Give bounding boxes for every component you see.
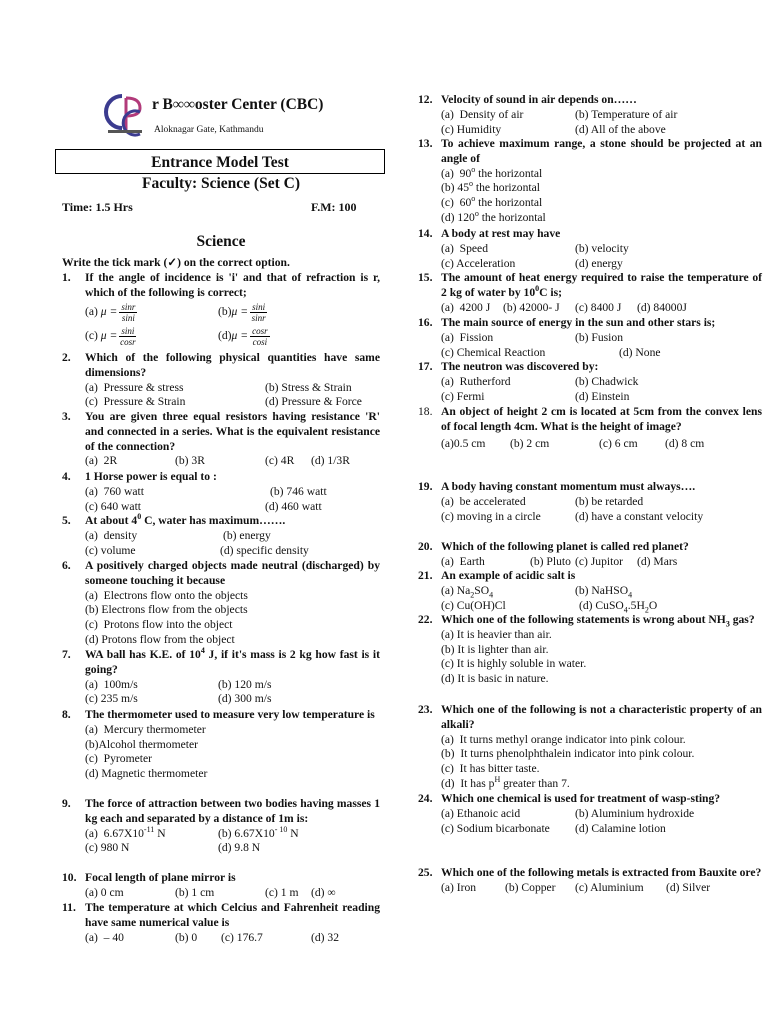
option-b[interactable]: (b) Aluminium hydroxide bbox=[575, 806, 695, 820]
option-b[interactable]: (b) 45$^o$ the horizontal bbox=[441, 179, 540, 195]
option-a[interactable]: (a)0.5 cm bbox=[441, 436, 486, 450]
option-b[interactable]: (b) 42000- J bbox=[503, 300, 560, 314]
option-d[interactable]: (d) It has $p^H$ greater than 7. bbox=[441, 775, 570, 790]
option-c[interactable]: (c) μ = $\frac{\sin i}{\cos r}$ bbox=[85, 326, 136, 348]
question-8: 8. The thermometer used to measure very low temperature is (a) Mercury thermometer (b)Alcohol thermometer (c) Pyrometer (d) Magnetic thermometer bbox=[62, 708, 380, 782]
option-c[interactable]: (c) Aluminium bbox=[575, 880, 644, 894]
option-a[interactable]: (a) 760 watt bbox=[85, 484, 144, 498]
option-b[interactable]: (b) It is lighter than air. bbox=[441, 642, 549, 656]
option-a[interactable]: (a) μ = $\frac{\sin r}{\sin i}$ bbox=[85, 302, 136, 324]
option-b[interactable]: (b) Copper bbox=[505, 880, 556, 894]
question-10: 10. Focal length of plane mirror is (a) 0 cm (b) 1 cm (c) 1 m (d) ∞ bbox=[62, 871, 336, 899]
option-b[interactable]: (b) 746 watt bbox=[270, 484, 327, 498]
option-a[interactable]: (a) 90$^o$ the horizontal bbox=[441, 164, 543, 180]
option-b[interactable]: (b) Stress & Strain bbox=[265, 380, 352, 394]
option-a[interactable]: (a) Speed bbox=[441, 241, 488, 255]
option-d[interactable]: (d) 32 bbox=[311, 930, 340, 944]
option-a[interactable]: (a) Electrons flow onto the objects bbox=[85, 588, 248, 602]
center-name: r B∞∞oster Center (CBC) bbox=[152, 96, 324, 113]
option-a[interactable]: (a) 100m/s bbox=[85, 677, 138, 691]
option-c[interactable]: (c) Pressure & Strain bbox=[85, 395, 186, 409]
center-header bbox=[100, 92, 390, 138]
option-a[interactable]: (a) It turns methyl orange indicator into pink colour. bbox=[441, 732, 686, 746]
option-c[interactable]: (c) Fermi bbox=[441, 389, 485, 403]
question-5: 5. At about $4^0$ C, water has maximum……. (a) density (b) energy (c) volume (d) specific density bbox=[62, 514, 380, 558]
option-d[interactable]: (d) Pressure & Force bbox=[265, 395, 362, 409]
option-b[interactable]: (b)μ = $\frac{\sin i}{\sin r}$ bbox=[218, 302, 266, 324]
option-b[interactable]: (b) 0 bbox=[175, 930, 198, 944]
option-a[interactable]: (a) 4200 J bbox=[441, 300, 491, 314]
option-a[interactable]: (a) It is heavier than air. bbox=[441, 627, 552, 641]
option-d[interactable]: (d) 84000J bbox=[637, 300, 687, 314]
option-c[interactable]: (c) 980 N bbox=[85, 841, 130, 855]
question-1: 1. If the angle of incidence is 'i' and that of refraction is r, which of the following is correct; (a) μ = $\frac{\sin r}{\sin i}$ (b)μ = $\frac{\sin i}{\sin r}$ (c) μ = $\frac{\sin i}{\cos r}$ (d)μ = $\frac{\cos r}{\cos i}$ bbox=[62, 271, 380, 348]
option-b[interactable]: (b) $6.67X10^{- 10}$ N bbox=[218, 824, 299, 840]
option-b[interactable]: (b) energy bbox=[223, 528, 271, 542]
option-d[interactable]: (d) $CuSO_4.5H_2O$ bbox=[579, 598, 658, 614]
full-marks-label: F.M: 100 bbox=[311, 200, 357, 214]
option-c[interactable]: (c) 176.7 bbox=[221, 930, 263, 944]
option-b[interactable]: (b) Chadwick bbox=[575, 374, 639, 388]
center-address: Aloknagar Gate, Kathmandu bbox=[154, 125, 264, 135]
option-c[interactable]: (c) Humidity bbox=[441, 122, 502, 136]
question-4: 4. 1 Horse power is equal to : (a) 760 watt (b) 746 watt (c) 640 watt (d) 460 watt bbox=[62, 470, 380, 514]
question-16: 16. The main source of energy in the sun and other stars is; (a) Fission (b) Fusion (c) Chemical Reaction (d) None bbox=[418, 316, 762, 360]
option-c[interactable]: (c) It is highly soluble in water. bbox=[441, 657, 587, 671]
question-17: 17. The neutron was discovered by: (a) Rutherford (b) Chadwick (c) Fermi (d) Einstein bbox=[418, 360, 762, 404]
option-a[interactable]: (a) be accelerated bbox=[441, 494, 526, 508]
option-c[interactable]: (c) 6 cm bbox=[599, 436, 638, 450]
option-d[interactable]: (d)μ = $\frac{\cos r}{\cos i}$ bbox=[218, 326, 268, 348]
option-d[interactable]: (d) Calamine lotion bbox=[575, 821, 666, 835]
question-7: 7. WA ball has K.E. of $10^4$ J, if it's mass is 2 kg how fast is it going? (a) 100m/s (b) 120 m/s (c) 235 m/s (d) 300 m/s bbox=[62, 646, 380, 706]
option-b[interactable]: (b) 2 cm bbox=[510, 436, 550, 450]
option-a[interactable]: (a) $Na_2SO_4$ bbox=[441, 583, 494, 600]
option-a[interactable]: (a) Pressure & stress bbox=[85, 380, 184, 394]
option-c[interactable]: (c) 60$^o$ the horizontal bbox=[441, 194, 543, 210]
option-c[interactable]: (c) Acceleration bbox=[441, 256, 516, 270]
option-b[interactable]: (b) 1 cm bbox=[175, 885, 215, 899]
option-d[interactable]: (d) Magnetic thermometer bbox=[85, 767, 208, 781]
option-c[interactable]: (c) 1 m bbox=[265, 885, 299, 899]
option-c[interactable]: (c) It has bitter taste. bbox=[441, 762, 540, 776]
question-24: 24. Which one chemical is used for treatment of wasp-sting? (a) Ethanoic acid (b) Aluminium hydroxide (c) Sodium bicarbonate (d) Calamine lotion bbox=[418, 792, 762, 836]
option-d[interactable]: (d) ∞ bbox=[311, 885, 336, 899]
test-title: Entrance Model Test bbox=[55, 149, 385, 174]
option-d[interactable]: (d) 9.8 N bbox=[218, 841, 261, 855]
question-6: 6. A positively charged objects made neutral (discharged) by someone touching it because (a) Electrons flow onto the objects (b) Electrons flow from the objects (c) Protons flow into the object (d) Protons flow from the object bbox=[62, 559, 380, 646]
question-3: 3. You are given three equal resistors having resistance 'R' and connected in a series. What is the equivalent resistance of the connection? (a) 2R (b) 3R (c) 4R (d) 1/3R bbox=[62, 410, 380, 468]
option-a[interactable]: (a) Density of air bbox=[441, 107, 524, 121]
option-a[interactable]: (a) Iron bbox=[441, 880, 477, 894]
option-b[interactable]: (b) velocity bbox=[575, 241, 629, 255]
option-c[interactable]: (c) Pyrometer bbox=[85, 752, 152, 766]
option-d[interactable]: (d) 8 cm bbox=[665, 436, 705, 450]
option-a[interactable]: (a) $6.67X10^{-11}$ N bbox=[85, 824, 166, 840]
option-c[interactable]: (c) Cu(OH)Cl bbox=[441, 598, 506, 612]
option-b[interactable]: (b) 3R bbox=[175, 454, 205, 468]
option-c[interactable]: (c) Chemical Reaction bbox=[441, 345, 546, 359]
faculty-title: Faculty: Science (Set C) bbox=[142, 175, 300, 192]
option-a[interactable]: (a) density bbox=[85, 528, 138, 542]
question-12: 12. Velocity of sound in air depends on…… (a) Density of air (b) Temperature of air (c) Humidity (d) All of the above bbox=[418, 93, 762, 137]
question-19: 19. A body having constant momentum must always…. (a) be accelerated (b) be retarded (c) moving in a circle (d) have a constant velocity bbox=[418, 480, 762, 524]
option-d[interactable]: (d) All of the above bbox=[575, 122, 666, 136]
option-d[interactable]: (d) Protons flow from the object bbox=[85, 632, 235, 646]
instruction: Write the tick mark (✓) on the correct option. bbox=[62, 256, 290, 269]
option-a[interactable]: (a) 0 cm bbox=[85, 885, 124, 899]
question-9: 9. The force of attraction between two bodies having masses 1 kg each and separated by a distance of 1m is: (a) $6.67X10^{-11}$ N (b) $6.67X10^{- 10}$ N (c) 980 N (d) 9.8 N bbox=[62, 797, 380, 855]
option-d[interactable]: (d) 300 m/s bbox=[218, 692, 272, 706]
question-21: 21. An example of acidic salt is (a) $Na_2SO_4$ (b) NaHSO$_4$ (c) Cu(OH)Cl (d) $CuSO_4.5H_2O$ bbox=[418, 569, 762, 613]
option-b[interactable]: (b) It turns phenolphthalein indicator into pink colour. bbox=[441, 747, 695, 761]
option-b[interactable]: (b) Fusion bbox=[575, 330, 623, 344]
option-a[interactable]: (a) Mercury thermometer bbox=[85, 722, 206, 736]
option-c[interactable]: (c) volume bbox=[85, 543, 136, 557]
option-c[interactable]: (c) 640 watt bbox=[85, 499, 142, 513]
option-d[interactable]: (d) Einstein bbox=[575, 389, 630, 403]
option-d[interactable]: (d) specific density bbox=[220, 543, 309, 557]
cbc-logo-icon bbox=[100, 92, 150, 138]
option-d[interactable]: (d) Mars bbox=[637, 554, 678, 568]
option-d[interactable]: (d) 1/3R bbox=[311, 454, 350, 468]
option-a[interactable]: (a) Rutherford bbox=[441, 374, 511, 388]
time-label: Time: 1.5 Hrs bbox=[62, 200, 133, 214]
option-b[interactable]: (b) 120 m/s bbox=[218, 677, 272, 691]
option-b[interactable]: (b)Alcohol thermometer bbox=[85, 737, 198, 751]
question-18: 18. An object of height 2 cm is located at 5cm from the convex lens of focal length 4cm. What is the height of image? (a)0.5 cm (b) 2 cm (c) 6 cm (d) 8 cm bbox=[418, 405, 762, 450]
option-b[interactable]: (b) Electrons flow from the objects bbox=[85, 603, 248, 617]
option-d[interactable]: (d) 460 watt bbox=[265, 499, 322, 513]
option-b[interactable]: (b) Temperature of air bbox=[575, 107, 678, 121]
question-14: 14. A body at rest may have (a) Speed (b) velocity (c) Acceleration (d) energy bbox=[418, 227, 762, 271]
option-b[interactable]: (b) be retarded bbox=[575, 494, 644, 508]
question-23: 23. Which one of the following is not a characteristic property of an alkali? (a) It turns methyl orange indicator into pink colour. (b) It turns phenolphthalein indicator into pink colour. (c) It has bitter taste. (d) It has $p^H$ greater than 7. bbox=[418, 703, 762, 790]
question-11: 11. The temperature at which Celcius and Fahrenheit reading have same numerical value is (a) – 40 (b) 0 (c) 176.7 (d) 32 bbox=[62, 901, 380, 944]
option-d[interactable]: (d) It is basic in nature. bbox=[441, 672, 549, 686]
option-a[interactable]: (a) 2R bbox=[85, 454, 118, 468]
question-15: 15. The amount of heat energy required to raise the temperature of 2 kg of water by $10^0C$ is; (a) 4200 J (b) 42000- J (c) 8400 J (d) 84000J bbox=[418, 271, 762, 314]
option-c[interactable]: (c) 4R bbox=[265, 454, 295, 468]
option-c[interactable]: (c) Sodium bicarbonate bbox=[441, 821, 550, 835]
option-d[interactable]: (d) Silver bbox=[666, 880, 711, 894]
question-13: 13. To achieve maximum range, a stone should be projected at an angle of (a) 90$^o$ the horizontal (b) 45$^o$ the horizontal (c) 60$^o$ the horizontal (d) 120$^o$ the horizontal bbox=[418, 137, 762, 224]
option-b[interactable]: (b) Pluto bbox=[530, 554, 571, 568]
option-c[interactable]: (c) 8400 J bbox=[575, 300, 622, 314]
option-a[interactable]: (a) Ethanoic acid bbox=[441, 806, 521, 820]
question-25: 25. Which one of the following metals is extracted from Bauxite ore? (a) Iron (b) Copper (c) Aluminium (d) Silver bbox=[418, 866, 762, 894]
option-a[interactable]: (a) – 40 bbox=[85, 930, 124, 944]
question-22: 22. Which one of the following statements is wrong about $NH_3$ gas? (a) It is heavier than air. (b) It is lighter than air. (c) It is highly soluble in water. (d) It is basic in nature. bbox=[418, 613, 762, 687]
option-a[interactable]: (a) Earth bbox=[441, 554, 485, 568]
question-2: 2. Which of the following physical quantities have same dimensions? (a) Pressure & stress (b) Stress & Strain (c) Pressure & Strain (d) Pressure & Force bbox=[62, 351, 380, 409]
option-a[interactable]: (a) Fission bbox=[441, 330, 494, 344]
option-c[interactable]: (c) Jupitor bbox=[575, 554, 623, 568]
subject-title: Science bbox=[196, 233, 246, 250]
option-c[interactable]: (c) moving in a circle bbox=[441, 509, 541, 523]
question-20: 20. Which of the following planet is called red planet? (a) Earth (b) Pluto (c) Jupitor (d) Mars bbox=[418, 540, 689, 568]
option-b[interactable]: (b) NaHSO$_4$ bbox=[575, 583, 633, 600]
option-c[interactable]: (c) Protons flow into the object bbox=[85, 618, 233, 632]
option-d[interactable]: (d) 120$^o$ the horizontal bbox=[441, 209, 546, 224]
option-d[interactable]: (d) have a constant velocity bbox=[575, 509, 704, 523]
option-c[interactable]: (c) 235 m/s bbox=[85, 692, 138, 706]
option-d[interactable]: (d) None bbox=[619, 345, 661, 359]
option-d[interactable]: (d) energy bbox=[575, 256, 623, 270]
